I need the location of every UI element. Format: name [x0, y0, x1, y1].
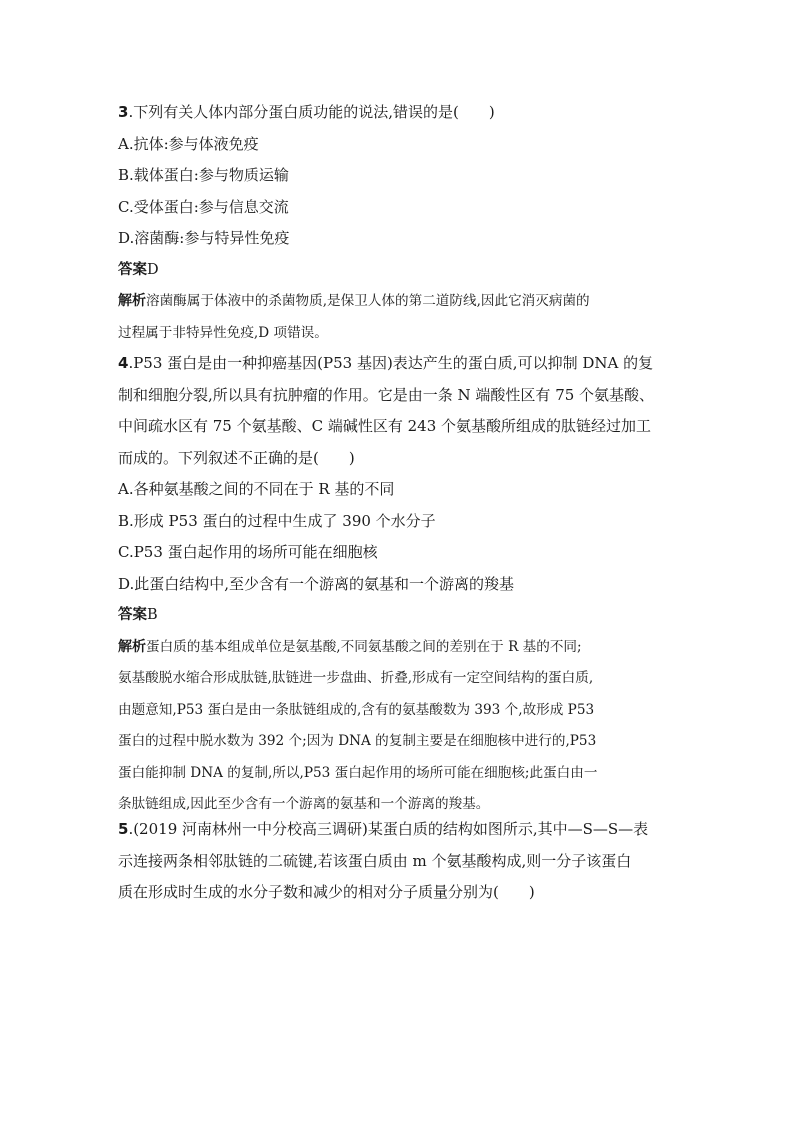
question-number: 5 [118, 820, 129, 838]
option-b: B.载体蛋白:参与物质运输 [118, 166, 289, 184]
question-number: 3 [118, 103, 129, 121]
explanation-label: 解析 [118, 293, 146, 309]
question-stem-text: .P53 蛋白是由一种抑癌基因(P53 基因)表达产生的蛋白质,可以抑制 DNA 的复 [128, 354, 654, 372]
explanation-line: 蛋白的过程中脱水数为 392 个;因为 DNA 的复制主要是在细胞核中进行的,P53 [118, 733, 597, 749]
question-stem-text: .(2019 河南林州一中分校高三调研)某蛋白质的结构如图所示,其中—S—S—表 [128, 820, 649, 838]
explanation-line: 蛋白能抑制 DNA 的复制,所以,P53 蛋白起作用的场所可能在细胞核;此蛋白由一 [118, 764, 598, 781]
option-c: C.受体蛋白:参与信息交流 [118, 197, 289, 216]
question-stem-line: 质在形成时生成的水分子数和减少的相对分子质量分别为( ) [118, 883, 535, 901]
answer [118, 600, 688, 632]
question-5 [118, 814, 688, 909]
option-d: D.溶菌酶:参与特异性免疫 [118, 229, 290, 247]
explanation-label: 解析 [118, 638, 146, 655]
explanation-line: 条肽链组成,因此至少含有一个游离的氨基和一个游离的羧基。 [118, 796, 490, 812]
question-stem [118, 97, 688, 129]
question-number: 4 [118, 354, 129, 372]
question-stem-line: 而成的。下列叙述不正确的是( ) [118, 448, 355, 467]
explanation [118, 286, 688, 349]
question-3 [118, 97, 688, 349]
question-4 [118, 348, 688, 821]
question-stem-line: 制和细胞分裂,所以具有抗肿瘤的作用。它是由一条 N 端酸性区有 75 个氨基酸、 [118, 385, 655, 404]
question-stem-line: 中间疏水区有 75 个氨基酸、C 端碱性区有 243 个氨基酸所组成的肽链经过加工 [118, 417, 652, 435]
answer-label: 答案 [118, 261, 147, 278]
option-c: C.P53 蛋白起作用的场所可能在细胞核 [118, 543, 378, 561]
question-stem-text: .下列有关人体内部分蛋白质功能的说法,错误的是( ) [128, 103, 495, 121]
explanation-text: 溶菌酶属于体液中的杀菌物质,是保卫人体的第二道防线,因此它消灭病菌的 [146, 293, 590, 309]
explanation [118, 632, 688, 821]
question-stem-line: 示连接两条相邻肽链的二硫键,若该蛋白质由 m 个氨基酸构成,则一分子该蛋白 [118, 851, 632, 870]
explanation-line: 氨基酸脱水缩合形成肽链,肽链进一步盘曲、折叠,形成有一定空间结构的蛋白质, [118, 670, 594, 686]
answer-label: 答案 [118, 607, 147, 623]
answer [118, 255, 688, 287]
answer-value: B [147, 607, 158, 623]
explanation-line [118, 286, 688, 318]
explanation-text: 蛋白质的基本组成单位是氨基酸,不同氨基酸之间的差别在于 R 基的不同; [146, 638, 582, 655]
explanation-line [118, 632, 688, 664]
option-b: B.形成 P53 蛋白的过程中生成了 390 个水分子 [118, 511, 436, 530]
explanation-line: 过程属于非特异性免疫,D 项错误。 [118, 324, 328, 341]
question-stem-line [118, 814, 688, 846]
answer-value: D [147, 261, 159, 278]
explanation-line: 由题意知,P53 蛋白是由一条肽链组成的,含有的氨基酸数为 393 个,故形成 P53 [118, 701, 595, 718]
question-stem-line [118, 348, 688, 380]
option-a: A.抗体:参与体液免疫 [118, 134, 259, 153]
option-d: D.此蛋白结构中,至少含有一个游离的氨基和一个游离的羧基 [118, 574, 515, 593]
option-a: A.各种氨基酸之间的不同在于 R 基的不同 [118, 480, 395, 498]
